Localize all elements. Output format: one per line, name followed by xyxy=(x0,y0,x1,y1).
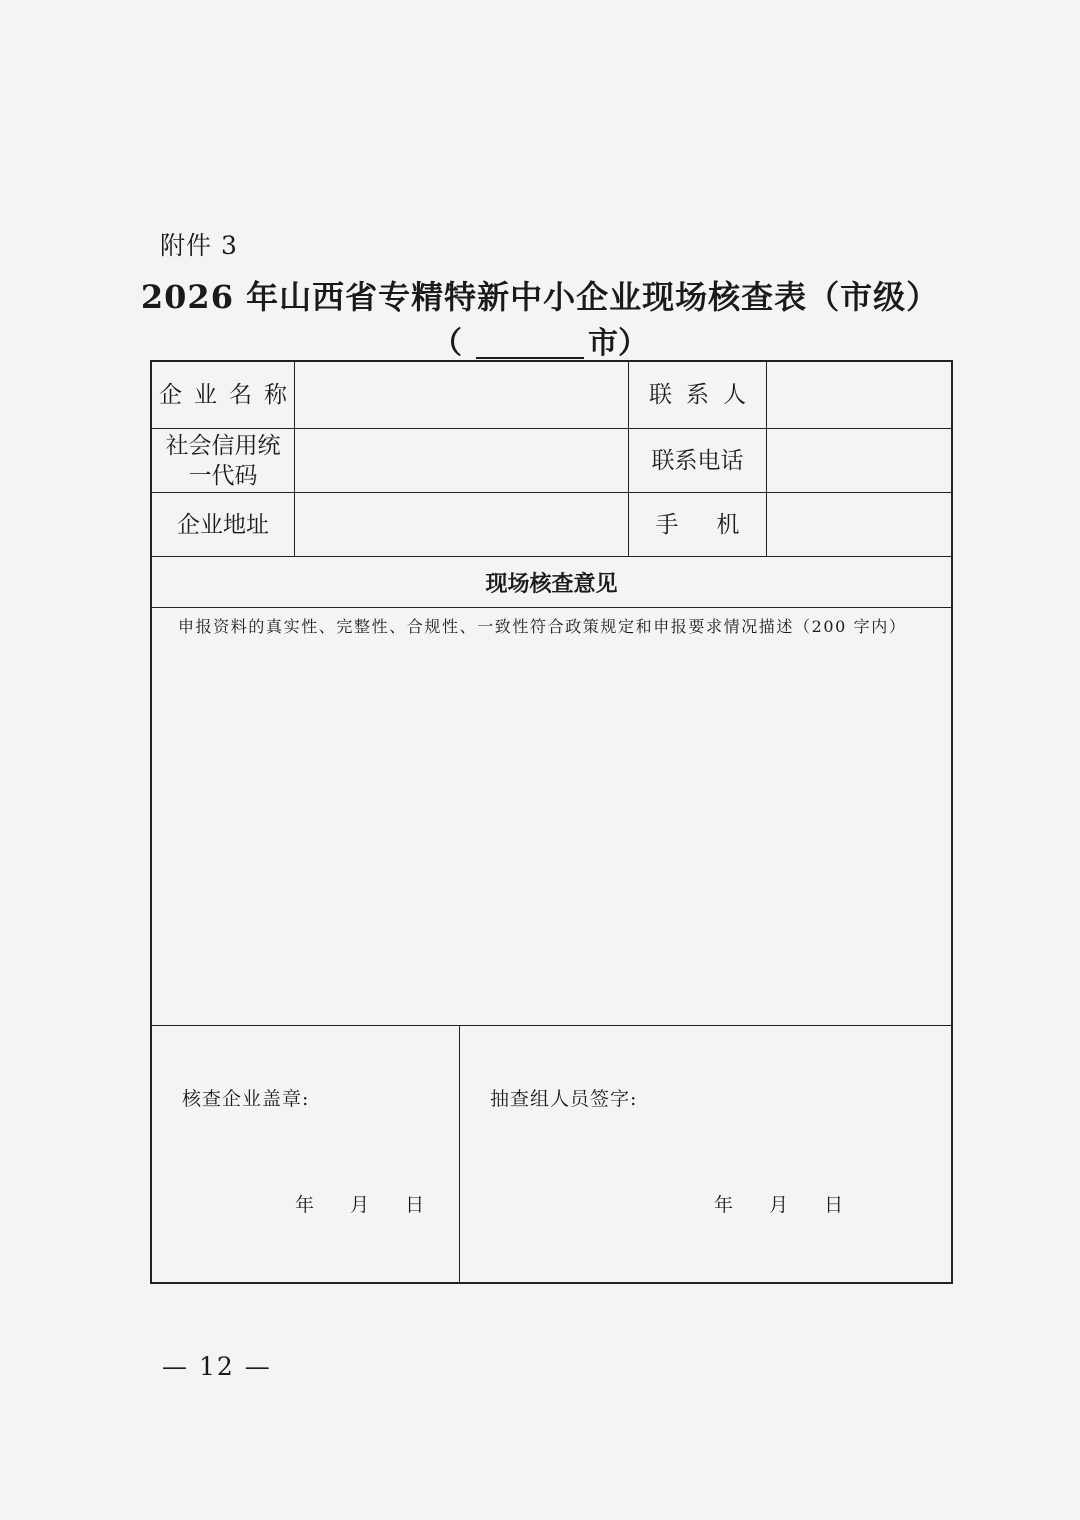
credit-code-field[interactable] xyxy=(294,428,628,492)
signature-date xyxy=(714,1190,843,1217)
credit-code-label-line2: 一代码 xyxy=(188,462,258,489)
page-subtitle xyxy=(0,318,1080,362)
address-field[interactable] xyxy=(294,492,628,556)
attachment-label: 附件 3 xyxy=(160,231,238,260)
seal-section[interactable] xyxy=(152,1025,459,1284)
signature-label: 抽查组人员签字: xyxy=(490,1088,638,1110)
seal-date-month: 月 xyxy=(350,1194,370,1216)
signature-date-month: 月 xyxy=(769,1194,789,1216)
subtitle-open-paren: （ xyxy=(432,326,462,361)
seal-date-year: 年 xyxy=(295,1194,315,1216)
credit-code-label-line1: 社会信用统 xyxy=(165,432,281,459)
contact-person-label: 联系人 xyxy=(628,362,766,428)
opinion-area[interactable] xyxy=(152,607,951,1025)
contact-phone-label: 联系电话 xyxy=(628,428,766,492)
opinion-prompt: 申报资料的真实性、完整性、合规性、一致性符合政策规定和申报要求情况描述（200 字内） xyxy=(178,617,907,636)
credit-code-label xyxy=(152,428,294,492)
page-title: 2026 年山西省专精特新中小企业现场核查表（市级） xyxy=(140,278,940,316)
seal-label: 核查企业盖章: xyxy=(182,1088,310,1110)
inspection-form xyxy=(150,360,953,1284)
contact-phone-field[interactable] xyxy=(766,428,951,492)
signature-date-year: 年 xyxy=(714,1194,734,1216)
seal-date-day: 日 xyxy=(405,1194,425,1216)
section-title: 现场核查意见 xyxy=(152,556,951,607)
page-number: — 12 — xyxy=(162,1352,272,1381)
mobile-field[interactable] xyxy=(766,492,951,556)
company-name-label: 企业名称 xyxy=(159,382,299,408)
company-name-field[interactable] xyxy=(294,362,628,428)
signature-date-day: 日 xyxy=(824,1194,844,1216)
address-label: 企业地址 xyxy=(152,492,294,556)
signature-section[interactable] xyxy=(459,1025,951,1284)
contact-person-field[interactable] xyxy=(766,362,951,428)
seal-date xyxy=(295,1190,424,1217)
subtitle-city: 市） xyxy=(588,326,648,361)
city-blank-line xyxy=(476,327,584,359)
mobile-label: 手机 xyxy=(628,492,766,556)
